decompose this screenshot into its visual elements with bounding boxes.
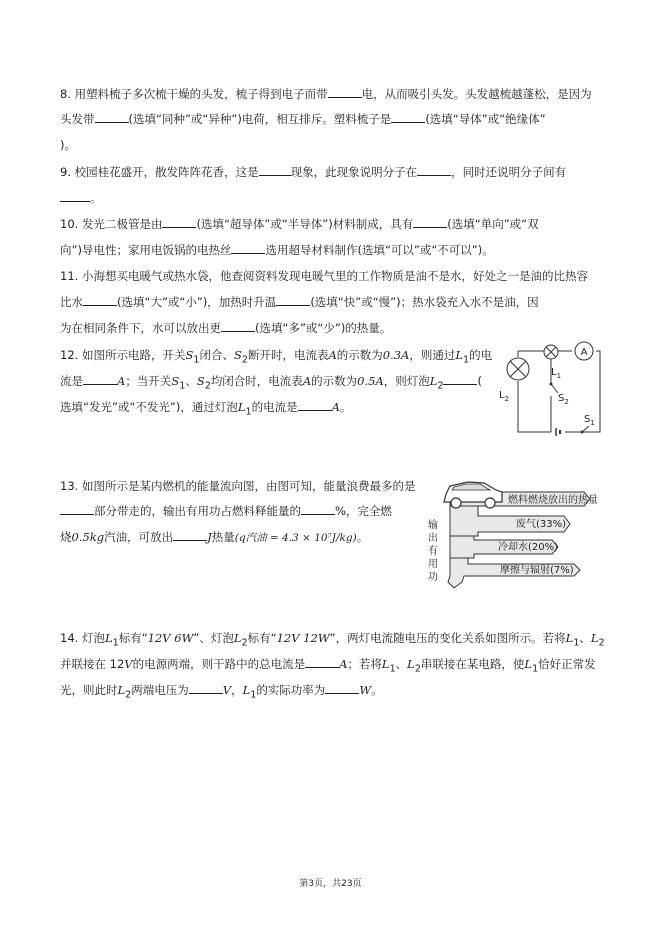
q12-line-3 (60, 399, 351, 420)
q12-text: 、 (185, 374, 197, 388)
q8-line-3 (60, 137, 76, 153)
q14-blank-1[interactable] (305, 656, 339, 668)
q12-ammeter: A (302, 374, 312, 388)
q14-lamp: L (565, 631, 574, 645)
q11-blank-2[interactable] (276, 294, 310, 306)
q13-text: 部分带走的，输出有用功占燃料释能量的 (94, 504, 301, 518)
q13-blank-2[interactable] (301, 503, 335, 515)
q9-line-2 (60, 190, 102, 206)
q14-text: ；若将 (347, 657, 382, 671)
q9-text: 9. 校园桂花盛开，散发阵阵花香，这是 (60, 165, 259, 179)
q14-text: 的电源两端，则干路中的总电流是 (132, 657, 306, 671)
q14-sub: 1 (389, 663, 396, 675)
q11-line-3 (60, 320, 391, 336)
q12-blank-1[interactable] (83, 373, 117, 385)
q14-lamp: L (117, 683, 126, 697)
q14-spec: 12V 12W (276, 631, 330, 645)
q14-lamp: L (242, 683, 251, 697)
q9-blank-1[interactable] (259, 164, 291, 176)
q14-spec: 12V 6W (147, 631, 194, 645)
ammeter-label: A (580, 347, 588, 358)
q14-blank-3[interactable] (325, 682, 359, 694)
q12-sub: 2 (241, 354, 248, 366)
q14-sub: 1 (573, 637, 580, 649)
q12-switch-s2: S (233, 348, 242, 362)
q12-circuit-diagram (494, 344, 604, 440)
q14-sub: 2 (414, 663, 421, 675)
svg-text:出: 出 (428, 533, 438, 544)
q14-line-2: 并联接在 12V的电源两端，则干路中的总电流是 A；若将$L_1$、$L_2$串联接在某电路，使$L_1$恰好正常发 (60, 657, 596, 675)
q9-text: 。 (90, 191, 102, 205)
q12-text: ；当开关 (125, 374, 172, 388)
q12-text: 均闭合时，电流表 (210, 374, 303, 388)
q11-text: 11. 小海想买电暖气或热水袋，他查阅资料发现电暖气里的工作物质是油不是水，好处之一是油的比热容 (60, 269, 588, 283)
q14-lamp: L (524, 657, 533, 671)
q8-line-2 (60, 111, 546, 127)
q11-text: (选填“大”或“小”)，加热时升温 (117, 295, 277, 309)
q10-text: 向”)导电性；家用电饭锅的电热丝 (60, 243, 232, 257)
q12-lamp: L (237, 400, 246, 414)
q13-text: %，完全燃 (335, 504, 392, 518)
flow-useful-work-label (428, 518, 438, 583)
q14-sub: 2 (598, 637, 605, 649)
node-dot (550, 383, 553, 386)
q8-text: 头发带 (60, 112, 95, 126)
q12-ammeter: A (328, 348, 337, 362)
q13-text: 13. 如图所示是某内燃机的能量流向图，由图可知，能量浪费最多的是 (60, 479, 416, 493)
q13-unit: J (207, 530, 212, 544)
flow-loss-friction: 摩擦与辐射(7%) (500, 565, 574, 576)
q10-line-2 (60, 242, 494, 258)
q14-text: 标有“ (118, 631, 148, 645)
flow-loss-coolant: 冷却水(20%) (498, 542, 559, 553)
q14-sub: 2 (241, 637, 248, 649)
q10-line-1 (60, 216, 539, 232)
q13-blank-3[interactable] (173, 529, 207, 541)
q8-blank-1[interactable] (328, 86, 362, 98)
q14-text: 串联接在某电路，使 (420, 657, 525, 671)
q14-text: ”，两灯电流随电压的变化关系如图所示。若将 (329, 631, 566, 645)
q8-text: (选填“同种”或“异种”)电荷，相互排斥。塑料梳子是 (128, 112, 392, 126)
svg-text:用: 用 (428, 559, 438, 570)
q8-line-1 (60, 86, 592, 102)
q12-text: ，则通过 (409, 348, 456, 362)
q12-lamp: L (429, 374, 438, 388)
flow-top-label: 燃料燃烧放出的热量 (508, 495, 598, 506)
q9-blank-2[interactable] (417, 164, 451, 176)
q13-text: 。 (356, 530, 369, 544)
q11-text: (选填“多”或“少”)的热量。 (255, 321, 392, 335)
q12-sub: 1 (245, 406, 252, 418)
q14-line-3: 光，则此时$L_2$两端电压为 V，$L_1$的实际功率为 W。 (60, 683, 383, 701)
q12-text: ( (477, 374, 482, 388)
q12-text: 的电 (469, 348, 493, 362)
q12-text: 闭合、 (199, 348, 234, 362)
svg-text:功: 功 (428, 572, 438, 583)
q14-unit: V (222, 683, 232, 697)
lamp-l2-label: $L_2$ (499, 390, 510, 403)
q12-text: 的示数为 (311, 374, 358, 388)
q11-blank-1[interactable] (83, 294, 117, 306)
q14-sub: 1 (532, 663, 539, 675)
q13-line-1 (60, 478, 415, 494)
q14-text: 标有“ (247, 631, 277, 645)
q12-text: 12. 如图所示电路，开关 (60, 348, 186, 362)
q12-lamp: L (455, 348, 463, 362)
q12-unit: A (117, 374, 126, 388)
q14-sub: 1 (250, 689, 257, 701)
q12-sub: 1 (463, 354, 470, 366)
q11-text: 比水 (60, 295, 83, 309)
q14-sub: 2 (125, 689, 132, 701)
q13-formula: (q汽油 = 4.3 × 10⁷J/kg) (234, 532, 357, 544)
q14-lamp: L (104, 631, 113, 645)
q11-text: 为在相同条件下，水可以放出更 (60, 321, 221, 335)
q8-text: 电，从而吸引头发。头发越梳越蓬松，是因为 (361, 87, 592, 101)
q13-text: 汽油，可放出 (104, 530, 174, 544)
q13-energy-flow-diagram (424, 476, 606, 592)
q10-text: 10. 发光二极管是由 (60, 217, 163, 231)
q12-sub: 2 (437, 380, 444, 392)
q12-text: ，则灯泡 (383, 374, 430, 388)
q13-line-3 (60, 529, 368, 546)
q11-text: (选填“快”或“慢”)；热水袋充入水不是油，因 (310, 295, 539, 309)
q10-text: 选用超导材料制作(选填“可以”或“不可以”)。 (265, 243, 494, 257)
q12-text: 选填“发光”或“不发光”)，通过灯泡 (60, 400, 238, 414)
q12-text: 。 (339, 400, 352, 414)
q8-text: )。 (60, 138, 76, 152)
q14-text: ”、灯泡 (193, 631, 234, 645)
q14-text: 并联接在 12 (60, 657, 125, 671)
q12-text: 的示数为 (336, 348, 383, 362)
q12-sub: 1 (193, 354, 200, 366)
switch-s1-label: $S_1$ (584, 414, 595, 427)
q14-blank-2[interactable] (189, 682, 223, 694)
q10-text: (选填“单向”或“双 (447, 217, 539, 231)
q12-switch-s1: S (185, 348, 194, 362)
q14-text: 光，则此时 (60, 683, 118, 697)
q14-text: 14. 灯泡 (60, 631, 105, 645)
q14-unit: V (124, 657, 133, 671)
flow-loss-exhaust: 废气(33%) (516, 519, 567, 530)
q14-lamp: L (381, 657, 390, 671)
q14-lamp: L (233, 631, 242, 645)
q10-blank-2[interactable] (413, 216, 447, 228)
q14-text: 的实际功率为 (256, 683, 326, 697)
q12-switch-s2: S (196, 374, 205, 388)
q12-text: 断开时，电流表 (247, 348, 329, 362)
q12-value: 0.5A (357, 374, 384, 388)
q14-lamp: L (407, 657, 415, 671)
q12-switch-s1: S (171, 374, 180, 388)
q14-lamp: L (590, 631, 599, 645)
wire (518, 381, 551, 432)
q11-blank-3[interactable] (221, 320, 255, 332)
q12-text: 流是 (60, 374, 83, 388)
svg-text:有: 有 (428, 546, 438, 557)
lamp-l1-label: $L_1$ (551, 367, 562, 380)
q13-line-2 (60, 503, 392, 519)
q10-text: (选填“超导体”或“半导体”)材料制成，具有 (196, 217, 414, 231)
q13-mass: 0.5kg (71, 530, 105, 544)
svg-text:输: 输 (428, 520, 438, 531)
q14-text: 恰好正常发 (538, 657, 596, 671)
q12-blank-2[interactable] (443, 373, 477, 385)
q9-blank-3[interactable] (60, 190, 90, 202)
lamp-l2-cross (510, 361, 526, 377)
q9-text: 现象，此现象说明分子在 (290, 165, 418, 179)
q12-sub: 1 (179, 380, 186, 392)
q10-blank-3[interactable] (231, 242, 265, 254)
q8-text: 8. 用塑料梳子多次梳干燥的头发，梳子得到电子而带 (60, 87, 328, 101)
q12-value: 0.3A (382, 348, 410, 362)
q14-line-1: 14. 灯泡$L_1$标有“12V 6W”、灯泡$L_2$标有“12V 12W”，两灯电流随电压的变化关系如图所示。若将$L_1$、$L_2$ (60, 631, 605, 649)
q12-blank-3[interactable] (298, 399, 332, 411)
q12-line-1 (60, 347, 492, 368)
q9-line-1 (60, 164, 566, 180)
q14-unit: W (359, 683, 372, 697)
q9-text: ，同时还说明分子间有 (451, 165, 567, 179)
q11-line-1 (60, 268, 588, 284)
q12-line-2 (60, 373, 482, 394)
q14-text: 两端电压为 (131, 683, 189, 697)
q14-sub: 1 (112, 637, 119, 649)
q8-blank-3[interactable] (391, 111, 425, 123)
switch-s2-blade (551, 384, 558, 393)
switch-s2-label: $S_2$ (558, 393, 569, 406)
q12-text: 的电流是 (251, 400, 298, 414)
q13-blank-1[interactable] (60, 503, 94, 515)
q12-sub: 2 (204, 380, 211, 392)
q11-line-2 (60, 294, 539, 310)
q13-text: 烧 (60, 530, 72, 544)
q10-blank-1[interactable] (162, 216, 196, 228)
q14-unit: A (339, 657, 348, 671)
q8-blank-2[interactable] (95, 111, 129, 123)
node-dot (581, 431, 584, 434)
q8-text: (选填“导体”或“绝缘体” (425, 112, 546, 126)
page-footer: 第3页，共23页 (299, 879, 362, 889)
q13-text: 热量 (211, 530, 235, 544)
q12-unit: A (331, 400, 340, 414)
